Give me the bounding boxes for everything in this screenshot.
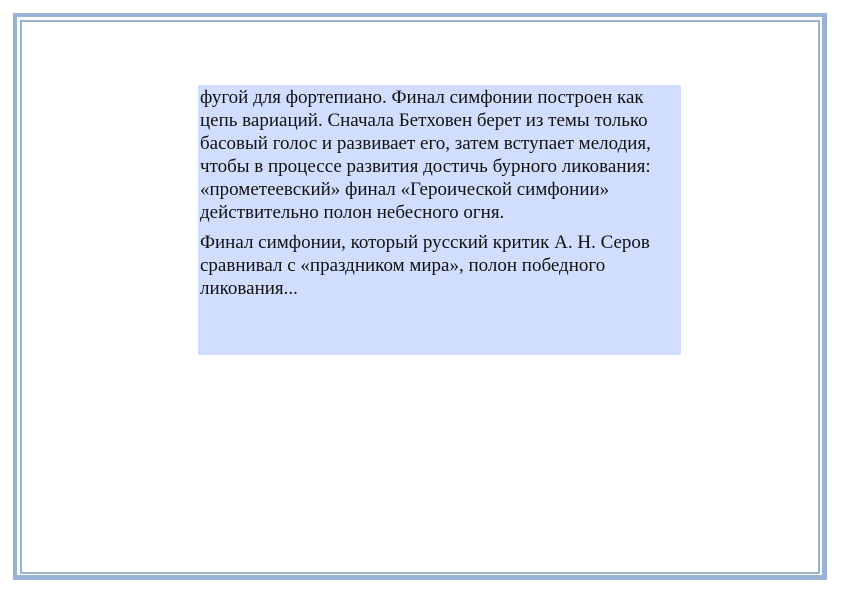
- paragraph-1: фугой для фортепиано. Финал симфонии построен как цепь вариаций. Сначала Бетховен берет из темы только басовый голос и развивает его, затем вступает мелодия, чтобы в процессе развития достичь бурного ликования: «прометеевский» финал «Героической симфонии» действительно полон небесного огня.: [200, 87, 651, 223]
- paragraph-2: Финал симфонии, который русский критик А. Н. Серов сравнивал с «праздником мира», полон победного ликования...: [200, 232, 650, 299]
- text-box: [198, 85, 681, 355]
